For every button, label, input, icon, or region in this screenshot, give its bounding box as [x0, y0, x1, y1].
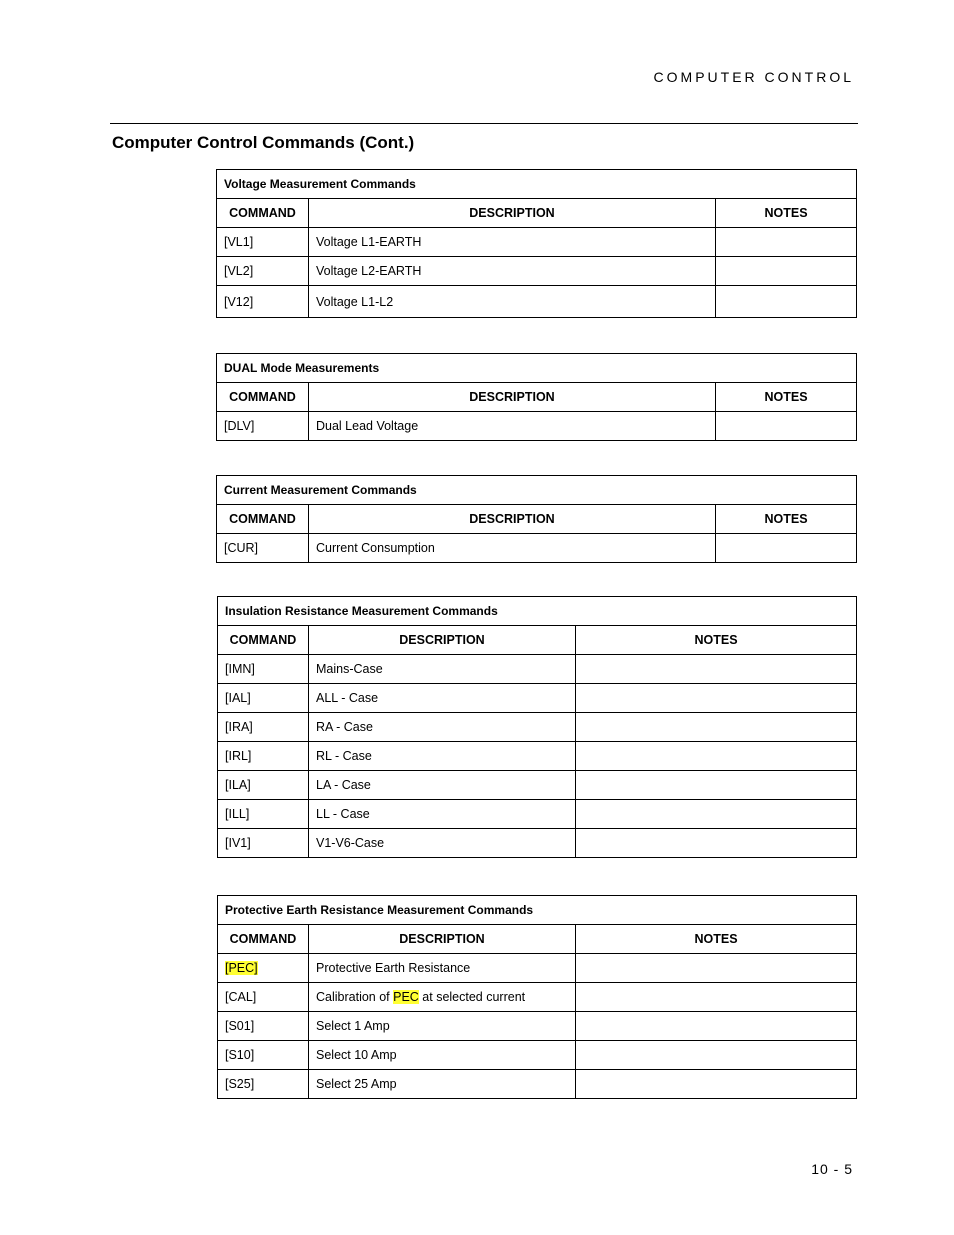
table-caption: DUAL Mode Measurements	[217, 354, 857, 383]
column-header: DESCRIPTION	[309, 199, 716, 228]
table-row	[218, 713, 857, 742]
description-cell: RA - Case	[309, 713, 576, 742]
command-cell: [CAL]	[218, 983, 309, 1012]
command-cell: [S10]	[218, 1041, 309, 1070]
command-cell: [S01]	[218, 1012, 309, 1041]
notes-cell	[716, 228, 857, 257]
command-cell: [V12]	[217, 286, 309, 318]
description-cell: LL - Case	[309, 800, 576, 829]
column-header: COMMAND	[217, 505, 309, 534]
column-header: NOTES	[576, 626, 857, 655]
description-cell: RL - Case	[309, 742, 576, 771]
notes-cell	[576, 954, 857, 983]
voltage-commands-table	[216, 169, 857, 318]
table-caption: Voltage Measurement Commands	[217, 170, 857, 199]
column-header: DESCRIPTION	[309, 925, 576, 954]
notes-cell	[576, 771, 857, 800]
table-row	[218, 742, 857, 771]
notes-cell	[576, 655, 857, 684]
command-cell: [IMN]	[218, 655, 309, 684]
notes-cell	[576, 713, 857, 742]
column-header: NOTES	[716, 383, 857, 412]
command-cell: [S25]	[218, 1070, 309, 1099]
table-row	[218, 655, 857, 684]
description-cell: Mains-Case	[309, 655, 576, 684]
notes-cell	[576, 1041, 857, 1070]
column-header: NOTES	[716, 505, 857, 534]
table-row	[218, 1070, 857, 1099]
table-row	[218, 1041, 857, 1070]
description-cell: ALL - Case	[309, 684, 576, 713]
column-header: DESCRIPTION	[309, 383, 716, 412]
description-cell: Calibration of PEC at selected current	[309, 983, 576, 1012]
command-cell: [VL1]	[217, 228, 309, 257]
notes-cell	[576, 1070, 857, 1099]
column-header: DESCRIPTION	[309, 626, 576, 655]
protective-earth-table	[217, 895, 857, 1099]
description-cell: Select 25 Amp	[309, 1070, 576, 1099]
command-cell: [CUR]	[217, 534, 309, 563]
description-cell: Select 1 Amp	[309, 1012, 576, 1041]
notes-cell	[576, 684, 857, 713]
table-row	[218, 983, 857, 1012]
notes-cell	[716, 286, 857, 318]
page-title: Computer Control Commands (Cont.)	[112, 133, 415, 152]
command-cell: [ILL]	[218, 800, 309, 829]
table-row	[217, 534, 857, 563]
dual-mode-table	[216, 353, 857, 441]
column-header: COMMAND	[218, 925, 309, 954]
highlighted-command: [PEC]	[225, 961, 258, 975]
column-header: COMMAND	[217, 199, 309, 228]
column-header: DESCRIPTION	[309, 505, 716, 534]
description-cell: V1-V6-Case	[309, 829, 576, 858]
notes-cell	[576, 829, 857, 858]
command-cell: [IRL]	[218, 742, 309, 771]
column-header: COMMAND	[218, 626, 309, 655]
description-cell: Voltage L1-L2	[309, 286, 716, 318]
notes-cell	[716, 257, 857, 286]
notes-cell	[576, 800, 857, 829]
description-cell: Select 10 Amp	[309, 1041, 576, 1070]
table-row	[217, 412, 857, 441]
description-cell: Protective Earth Resistance	[309, 954, 576, 983]
column-header: NOTES	[716, 199, 857, 228]
notes-cell	[576, 983, 857, 1012]
description-cell: Current Consumption	[309, 534, 716, 563]
table-row	[218, 829, 857, 858]
description-cell: Voltage L1-EARTH	[309, 228, 716, 257]
column-header: NOTES	[576, 925, 857, 954]
table-row	[217, 257, 857, 286]
column-header: COMMAND	[217, 383, 309, 412]
page-number: 10 - 5	[811, 1161, 853, 1177]
command-cell: [IV1]	[218, 829, 309, 858]
current-commands-table	[216, 475, 857, 563]
table-row	[218, 800, 857, 829]
table-caption: Protective Earth Resistance Measurement Commands	[218, 896, 857, 925]
table-row	[218, 771, 857, 800]
description-cell: LA - Case	[309, 771, 576, 800]
table-row	[217, 286, 857, 318]
command-cell: [DLV]	[217, 412, 309, 441]
command-cell: [IAL]	[218, 684, 309, 713]
notes-cell	[576, 1012, 857, 1041]
insulation-commands-table	[217, 596, 857, 858]
command-cell: [ILA]	[218, 771, 309, 800]
table-row	[218, 684, 857, 713]
table-row	[218, 954, 857, 983]
command-cell	[218, 954, 309, 983]
table-caption: Current Measurement Commands	[217, 476, 857, 505]
command-cell: [IRA]	[218, 713, 309, 742]
command-cell: [VL2]	[217, 257, 309, 286]
notes-cell	[576, 742, 857, 771]
running-header: COMPUTER CONTROL	[653, 69, 854, 85]
notes-cell	[716, 534, 857, 563]
header-rule	[110, 123, 858, 124]
notes-cell	[716, 412, 857, 441]
table-row	[218, 1012, 857, 1041]
table-caption: Insulation Resistance Measurement Commands	[218, 597, 857, 626]
description-cell: Dual Lead Voltage	[309, 412, 716, 441]
highlighted-term: PEC	[393, 990, 419, 1004]
description-cell: Voltage L2-EARTH	[309, 257, 716, 286]
table-row	[217, 228, 857, 257]
